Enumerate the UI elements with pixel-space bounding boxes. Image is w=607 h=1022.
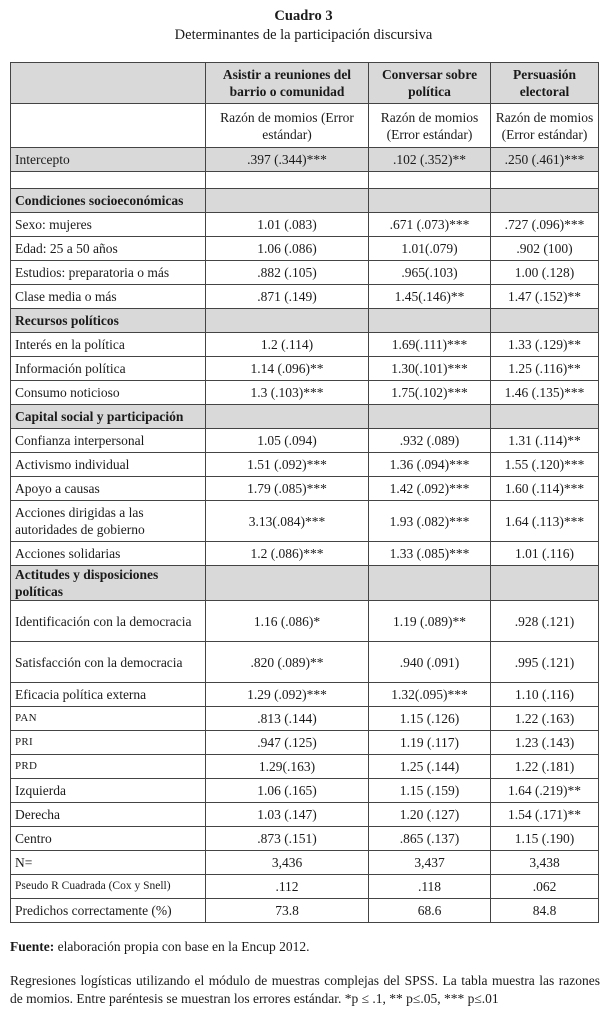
table-row xyxy=(11,501,599,542)
row-value: 1.42 (.092)*** xyxy=(369,477,491,501)
row-value: 1.22 (.163) xyxy=(491,707,599,731)
summary-value: 3,436 xyxy=(206,851,369,875)
header-col-1: Asistir a reuniones del barrio o comunidad xyxy=(206,63,369,104)
row-value: 1.51 (.092)*** xyxy=(206,453,369,477)
section-empty-cell xyxy=(206,189,369,213)
results-table-body xyxy=(11,63,599,923)
row-value: .947 (.125) xyxy=(206,731,369,755)
summary-label: Predichos correctamente (%) xyxy=(11,899,206,923)
table-caption xyxy=(0,7,607,45)
stat-row xyxy=(11,104,599,148)
row-label: Derecha xyxy=(11,803,206,827)
section-title: Condiciones socioeconómicas xyxy=(11,189,206,213)
row-value: 1.01(.079) xyxy=(369,237,491,261)
row-value: 1.47 (.152)** xyxy=(491,285,599,309)
row-value: 1.19 (.089)** xyxy=(369,601,491,642)
row-label: Acciones solidarias xyxy=(11,542,206,566)
table-row xyxy=(11,683,599,707)
row-value: 1.14 (.096)** xyxy=(206,357,369,381)
row-value: 1.19 (.117) xyxy=(369,731,491,755)
section-empty-cell xyxy=(491,405,599,429)
spacer-cell xyxy=(491,172,599,189)
row-label: Activismo individual xyxy=(11,453,206,477)
source-note xyxy=(10,938,600,956)
summary-value: 73.8 xyxy=(206,899,369,923)
header-empty-cell xyxy=(11,63,206,104)
table-row xyxy=(11,285,599,309)
section-row xyxy=(11,566,599,601)
row-value: 1.33 (.085)*** xyxy=(369,542,491,566)
row-label: Acciones dirigidas a las autoridades de gobierno xyxy=(11,501,206,542)
row-label: PAN xyxy=(11,707,206,731)
summary-value: 3,438 xyxy=(491,851,599,875)
row-value: 1.64 (.113)*** xyxy=(491,501,599,542)
row-value: 1.15 (.126) xyxy=(369,707,491,731)
row-value: 1.05 (.094) xyxy=(206,429,369,453)
section-empty-cell xyxy=(491,566,599,601)
table-row xyxy=(11,381,599,405)
row-label: Interés en la política xyxy=(11,333,206,357)
summary-value: 68.6 xyxy=(369,899,491,923)
row-label: PRI xyxy=(11,731,206,755)
row-value: 1.29 (.092)*** xyxy=(206,683,369,707)
row-label: Clase media o más xyxy=(11,285,206,309)
row-value: 1.64 (.219)** xyxy=(491,779,599,803)
row-label: Edad: 25 a 50 años xyxy=(11,237,206,261)
row-value: .865 (.137) xyxy=(369,827,491,851)
row-label: Sexo: mujeres xyxy=(11,213,206,237)
stat-label-3: Razón de momios (Error estándar) xyxy=(491,104,599,148)
row-value: 1.46 (.135)*** xyxy=(491,381,599,405)
row-value: 1.23 (.143) xyxy=(491,731,599,755)
table-row xyxy=(11,453,599,477)
row-label: Consumo noticioso xyxy=(11,381,206,405)
source-label: Fuente: xyxy=(10,939,55,954)
intercept-value-3: .250 (.461)*** xyxy=(491,148,599,172)
row-value: .940 (.091) xyxy=(369,642,491,683)
row-label: Izquierda xyxy=(11,779,206,803)
method-note: Regresiones logísticas utilizando el módulo de muestras complejas del SPSS. La tabla muestra las razones de momios. Entre paréntesis se muestran los errores estándar. *p ≤ .1, ** p≤.05, *** p≤.01 xyxy=(10,973,600,1006)
section-empty-cell xyxy=(491,189,599,213)
summary-value: .112 xyxy=(206,875,369,899)
table-row xyxy=(11,779,599,803)
table-row xyxy=(11,333,599,357)
row-value: .727 (.096)*** xyxy=(491,213,599,237)
summary-value: 3,437 xyxy=(369,851,491,875)
summary-row xyxy=(11,899,599,923)
table-title: Determinantes de la participación discursiva xyxy=(174,27,433,43)
row-value: .813 (.144) xyxy=(206,707,369,731)
row-value: 1.06 (.165) xyxy=(206,779,369,803)
row-value: 1.55 (.120)*** xyxy=(491,453,599,477)
stat-empty-cell xyxy=(11,104,206,148)
section-row xyxy=(11,189,599,213)
row-value: 1.45(.146)** xyxy=(369,285,491,309)
row-label: Estudios: preparatoria o más xyxy=(11,261,206,285)
intercept-label: Intercepto xyxy=(11,148,206,172)
row-label: PRD xyxy=(11,755,206,779)
table-number: Cuadro 3 xyxy=(274,8,333,24)
row-value: .928 (.121) xyxy=(491,601,599,642)
row-value: 1.69(.111)*** xyxy=(369,333,491,357)
row-value: 1.3 (.103)*** xyxy=(206,381,369,405)
row-label: Centro xyxy=(11,827,206,851)
section-empty-cell xyxy=(206,309,369,333)
section-empty-cell xyxy=(206,405,369,429)
row-value: 1.30(.101)*** xyxy=(369,357,491,381)
row-label: Información política xyxy=(11,357,206,381)
stat-label-1: Razón de momios (Error estándar) xyxy=(206,104,369,148)
row-label: Apoyo a causas xyxy=(11,477,206,501)
row-value: 3.13(.084)*** xyxy=(206,501,369,542)
section-empty-cell xyxy=(369,566,491,601)
header-col-3: Persuasión electoral xyxy=(491,63,599,104)
table-row xyxy=(11,803,599,827)
table-row xyxy=(11,429,599,453)
row-value: 1.2 (.114) xyxy=(206,333,369,357)
table-row xyxy=(11,357,599,381)
section-title: Actitudes y disposiciones políticas xyxy=(11,566,206,601)
section-empty-cell xyxy=(206,566,369,601)
source-text: elaboración propia con base en la Encup 2012. xyxy=(57,939,310,954)
row-label: Confianza interpersonal xyxy=(11,429,206,453)
section-title: Capital social y participación xyxy=(11,405,206,429)
summary-label: N= xyxy=(11,851,206,875)
row-value: 1.20 (.127) xyxy=(369,803,491,827)
summary-value: .062 xyxy=(491,875,599,899)
table-row xyxy=(11,601,599,642)
row-value: 1.01 (.083) xyxy=(206,213,369,237)
row-value: .932 (.089) xyxy=(369,429,491,453)
row-value: 1.25 (.144) xyxy=(369,755,491,779)
row-value: .902 (100) xyxy=(491,237,599,261)
row-label: Satisfacción con la democracia xyxy=(11,642,206,683)
row-value: 1.36 (.094)*** xyxy=(369,453,491,477)
table-row xyxy=(11,237,599,261)
row-value: 1.54 (.171)** xyxy=(491,803,599,827)
table-row xyxy=(11,642,599,683)
section-empty-cell xyxy=(369,309,491,333)
summary-row xyxy=(11,875,599,899)
row-value: 1.03 (.147) xyxy=(206,803,369,827)
section-empty-cell xyxy=(369,405,491,429)
table-row xyxy=(11,542,599,566)
table-row xyxy=(11,261,599,285)
table-row xyxy=(11,213,599,237)
section-row xyxy=(11,405,599,429)
row-label: Eficacia política externa xyxy=(11,683,206,707)
intercept-value-2: .102 (.352)** xyxy=(369,148,491,172)
summary-row xyxy=(11,851,599,875)
row-value: 1.93 (.082)*** xyxy=(369,501,491,542)
spacer-cell xyxy=(206,172,369,189)
results-table xyxy=(10,62,599,923)
row-value: 1.01 (.116) xyxy=(491,542,599,566)
summary-label: Pseudo R Cuadrada (Cox y Snell) xyxy=(11,875,206,899)
spacer-cell xyxy=(11,172,206,189)
row-value: 1.32(.095)*** xyxy=(369,683,491,707)
summary-value: 84.8 xyxy=(491,899,599,923)
row-value: 1.16 (.086)* xyxy=(206,601,369,642)
table-row xyxy=(11,707,599,731)
row-value: 1.2 (.086)*** xyxy=(206,542,369,566)
row-value: 1.15 (.190) xyxy=(491,827,599,851)
row-value: 1.79 (.085)*** xyxy=(206,477,369,501)
section-empty-cell xyxy=(491,309,599,333)
row-value: .820 (.089)** xyxy=(206,642,369,683)
row-value: 1.60 (.114)*** xyxy=(491,477,599,501)
row-value: .671 (.073)*** xyxy=(369,213,491,237)
row-value: 1.06 (.086) xyxy=(206,237,369,261)
row-value: 1.29(.163) xyxy=(206,755,369,779)
row-value: 1.75(.102)*** xyxy=(369,381,491,405)
row-value: 1.22 (.181) xyxy=(491,755,599,779)
spacer-row xyxy=(11,172,599,189)
header-row xyxy=(11,63,599,104)
table-row xyxy=(11,477,599,501)
row-value: .871 (.149) xyxy=(206,285,369,309)
table-row xyxy=(11,755,599,779)
table-row xyxy=(11,827,599,851)
row-value: 1.10 (.116) xyxy=(491,683,599,707)
row-value: 1.25 (.116)** xyxy=(491,357,599,381)
row-label: Identificación con la democracia xyxy=(11,601,206,642)
spacer-cell xyxy=(369,172,491,189)
stat-label-2: Razón de momios (Error estándar) xyxy=(369,104,491,148)
row-value: 1.31 (.114)** xyxy=(491,429,599,453)
row-value: .965(.103) xyxy=(369,261,491,285)
row-value: .873 (.151) xyxy=(206,827,369,851)
row-value: 1.33 (.129)** xyxy=(491,333,599,357)
table-row xyxy=(11,731,599,755)
section-row xyxy=(11,309,599,333)
row-value: .995 (.121) xyxy=(491,642,599,683)
header-col-2: Conversar sobre política xyxy=(369,63,491,104)
section-empty-cell xyxy=(369,189,491,213)
intercept-value-1: .397 (.344)*** xyxy=(206,148,369,172)
row-value: 1.00 (.128) xyxy=(491,261,599,285)
section-title: Recursos políticos xyxy=(11,309,206,333)
intercept-row xyxy=(11,148,599,172)
summary-value: .118 xyxy=(369,875,491,899)
row-value: .882 (.105) xyxy=(206,261,369,285)
row-value: 1.15 (.159) xyxy=(369,779,491,803)
